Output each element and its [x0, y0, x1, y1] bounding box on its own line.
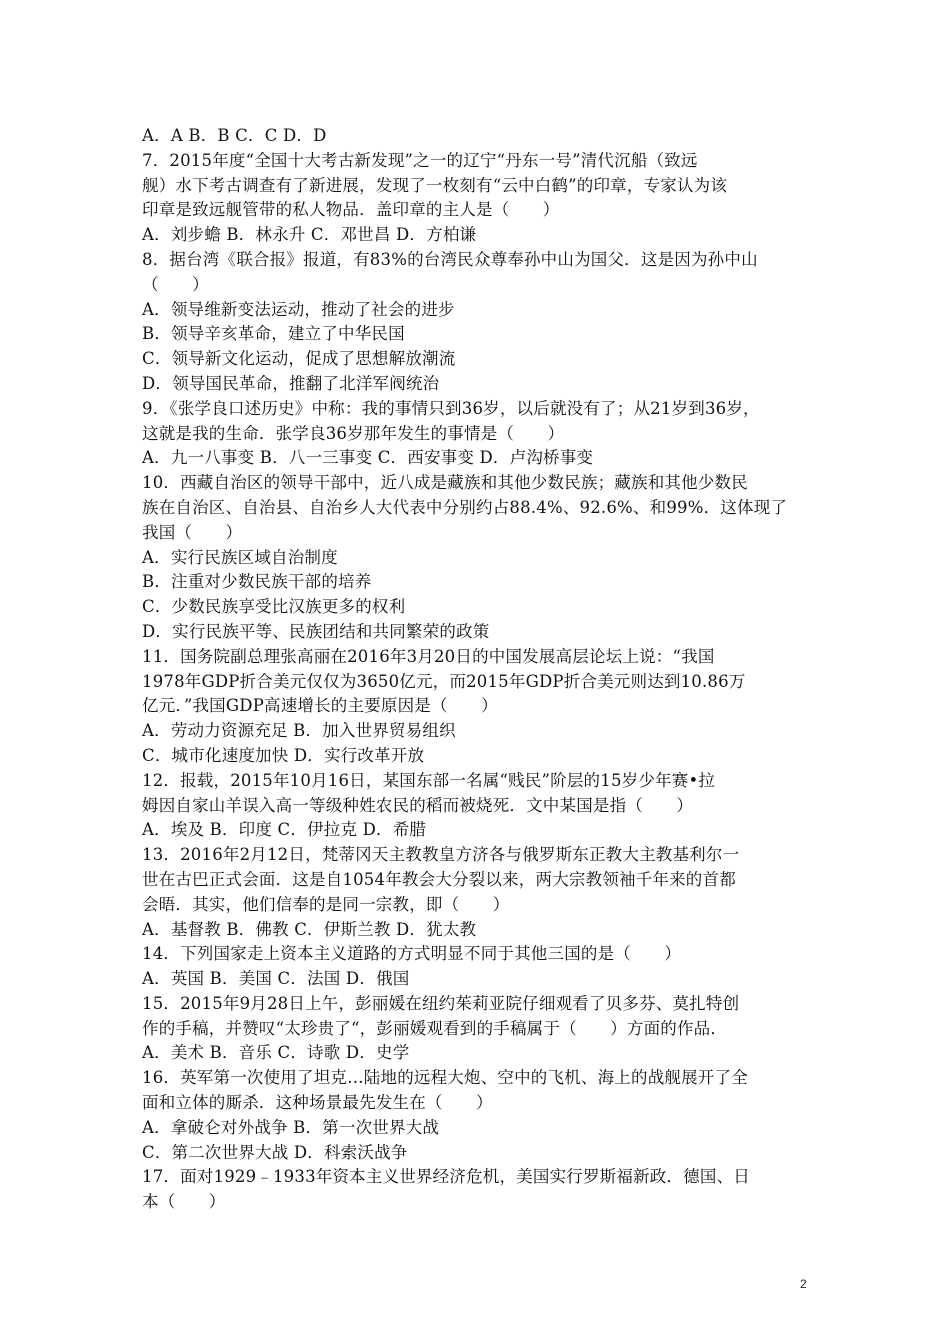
text-line: 7．2015年度“全国十大考古新发现”之一的辽宁“丹东一号”清代沉船（致远: [142, 150, 698, 170]
text-line: 14．下列国家走上资本主义道路的方式明显不同于其他三国的是（ ）: [142, 944, 682, 964]
text-line: C．第二次世界大战 D．科索沃战争: [142, 1142, 408, 1162]
text-line: A．实行民族区域自治制度: [142, 547, 338, 567]
text-line: D．实行民族平等、民族团结和共同繁荣的政策: [142, 621, 490, 641]
text-line: A．九一八事变 B．八一三事变 C．西安事变 D．卢沟桥事变: [142, 448, 594, 468]
text-line: 9．《张学良口述历史》中称：我的事情只到36岁，以后就没有了；从21岁到36岁，: [142, 398, 760, 418]
text-line: 16．英军第一次使用了坦克…陆地的远程大炮、空中的飞机、海上的战舰展开了全: [142, 1068, 748, 1088]
text-line: C．领导新文化运动，促成了思想解放潮流: [142, 349, 456, 369]
text-line: 我国（ ）: [142, 522, 243, 542]
text-line: 族在自治区、自治县、自治乡人大代表中分别约占88.4%、92.6%、和99%．这体现了: [142, 497, 788, 517]
text-line: 亿元．”我国GDP高速增长的主要原因是（ ）: [142, 696, 498, 716]
text-line: 8．据台湾《联合报》报道，有83%的台湾民众尊奉孙中山为国父．这是因为孙中山: [142, 249, 758, 269]
text-line: A．英国 B．美国 C．法国 D．俄国: [142, 969, 410, 989]
text-line: A．基督教 B．佛教 C．伊斯兰教 D．犹太教: [142, 919, 477, 939]
text-line: 11．国务院副总理张高丽在2016年3月20日的中国发展高层论坛上说：“我国: [142, 646, 715, 666]
text-line: B．领导辛亥革命，建立了中华民国: [142, 324, 405, 344]
text-line: 17．面对1929﹣1933年资本主义世界经济危机，美国实行罗斯福新政．德国、日: [142, 1167, 750, 1187]
text-line: A．劳动力资源充足 B．加入世界贸易组织: [142, 721, 456, 741]
text-line: 印章是致远舰管带的私人物品．盖印章的主人是（ ）: [142, 200, 560, 220]
text-line: 姆因自家山羊误入高一等级种姓农民的稻而被烧死．文中某国是指（ ）: [142, 795, 694, 815]
text-line: 12．报载，2015年10月16日，某国东部一名属“贱民”阶层的15岁少年赛•拉: [142, 770, 716, 790]
text-line: C．城市化速度加快 D．实行改革开放: [142, 745, 425, 765]
text-line: A．拿破仑对外战争 B．第一次世界大战: [142, 1117, 440, 1137]
text-line: A．领导维新变法运动，推动了社会的进步: [142, 299, 455, 319]
text-line: 会晤．其实，他们信奉的是同一宗教，即（ ）: [142, 894, 510, 914]
text-line: 面和立体的厮杀．这种场景最先发生在（ ）: [142, 1093, 493, 1113]
text-line: A．美术 B．音乐 C．诗歌 D．史学: [142, 1043, 410, 1063]
text-line: C．少数民族享受比汉族更多的权利: [142, 597, 406, 617]
text-line: 舰）水下考古调查有了新进展，发现了一枚刻有“云中白鹤”的印章，专家认为该: [142, 175, 728, 195]
text-line: 世在古巴正式会面．这是自1054年教会大分裂以来，两大宗教领袖千年来的首都: [142, 869, 736, 889]
text-line: A．刘步蟾 B．林永升 C．邓世昌 D．方柏谦: [142, 225, 477, 245]
text-line: （ ）: [142, 274, 209, 294]
text-line: 13．2016年2月12日，梵蒂冈天主教教皇方济各与俄罗斯东正教大主教基利尔一: [142, 845, 740, 865]
text-line: B．注重对少数民族干部的培养: [142, 572, 372, 592]
text-line: 作的手稿，并赞叹“太珍贵了“，彭丽媛观看到的手稿属于（ ）方面的作品．: [142, 1018, 728, 1038]
text-line: A．埃及 B．印度 C．伊拉克 D．希腊: [142, 820, 427, 840]
text-line: 这就是我的生命．张学良36岁那年发生的事情是（ ）: [142, 423, 565, 443]
text-line: 10．西藏自治区的领导干部中，近八成是藏族和其他少数民族；藏族和其他少数民: [142, 473, 748, 493]
exam-questions-text: [142, 124, 822, 1215]
text-line: A．A B．B C．C D．D: [142, 126, 327, 145]
text-line: 本（ ）: [142, 1192, 226, 1212]
page-number: 2: [800, 1277, 807, 1291]
text-line: D．领导国民革命，推翻了北洋军阀统治: [142, 373, 440, 393]
text-line: 15．2015年9月28日上午，彭丽媛在纽约茱莉亚院仔细观看了贝多芬、莫扎特创: [142, 993, 740, 1013]
text-line: 1978年GDP折合美元仅仅为3650亿元，而2015年GDP折合美元则达到10.86万: [142, 671, 746, 691]
